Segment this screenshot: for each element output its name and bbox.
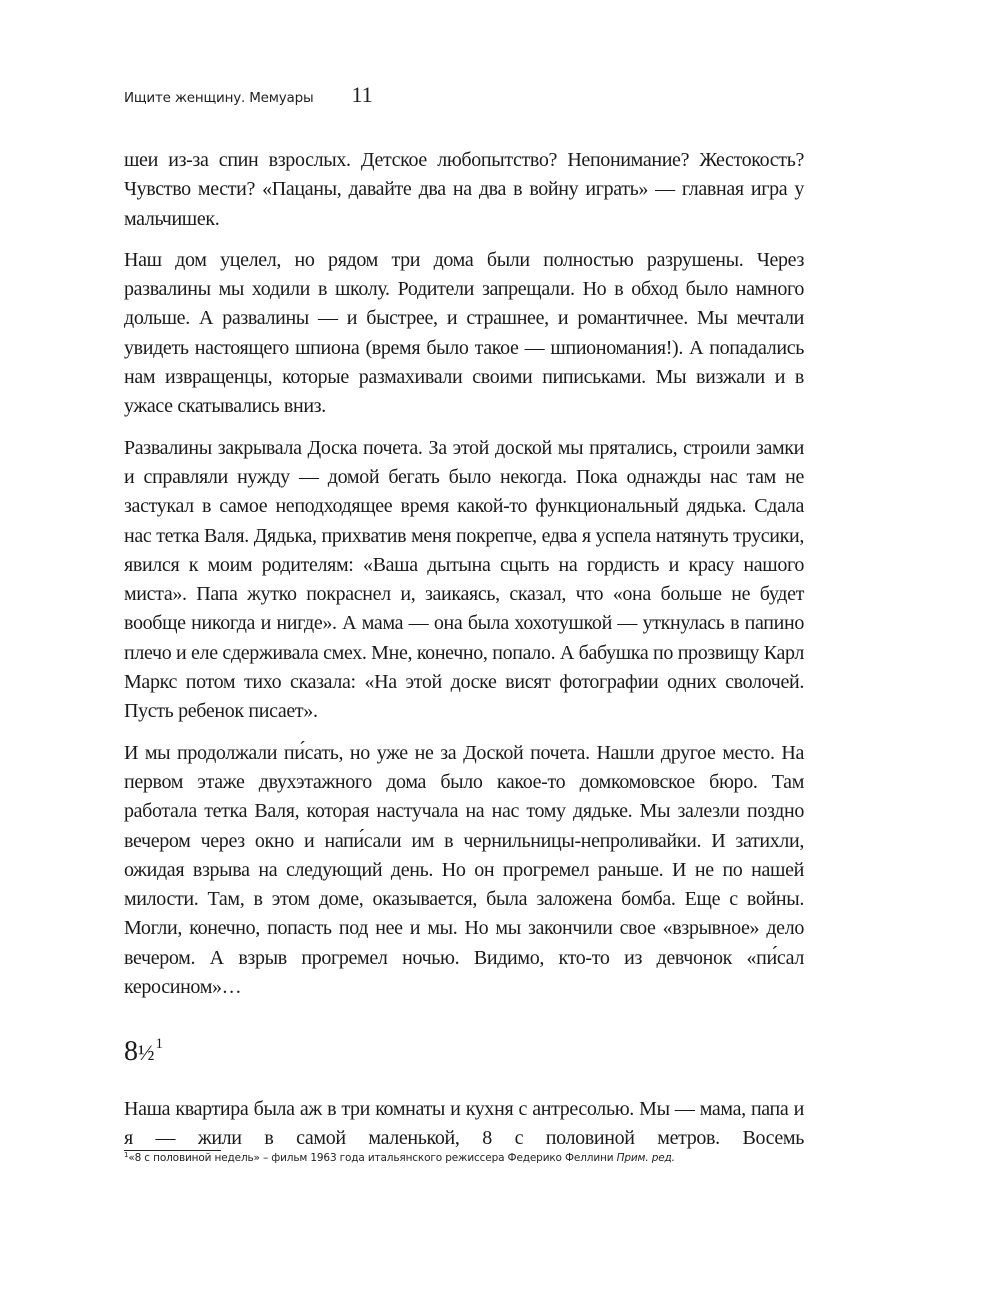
heading-fraction: ½	[138, 1040, 155, 1065]
body-text	[124, 146, 804, 1014]
section-heading	[124, 1036, 163, 1068]
section-body	[124, 1095, 804, 1154]
footnote	[124, 1151, 675, 1164]
paragraph: Развалины закрывала Доска почета. За этой доской мы прятались, строили замки и справляли нужду — домой бегать было некогда. Пока однажды нас там не застукал в самое неподходящее время какой-то функциональный дядька. Сдала нас тетка Валя. Дядька, прихватив меня покрепче, едва я успела натянуть трусики, явился к моим родителям: «Ваша дытына сцыть на гордисть и красу нашого миста». Папа жутко покраснел и, заикаясь, сказал, что «она больше не будет вообще никогда и нигде». А мама — она была хохотушкой — уткнулась в папино плечо и еле сдерживала смех. Мне, конечно, попало. А бабушка по прозвищу Карл Маркс потом тихо сказала: «На этой доске висят фотографии одних сволочей. Пусть ребенок писает».	[124, 436, 804, 723]
footnote-editor-note: Прим. ред.	[616, 1152, 675, 1164]
paragraph: шеи из-за спин взрослых. Детское любопытство? Непонимание? Жестокость? Чувство мести? «Пацаны, давайте два на два в войну играть» — главная игра у мальчишек.	[124, 149, 804, 230]
footnote-marker: 1	[124, 1151, 129, 1159]
footnote-reference[interactable]: 1	[155, 1036, 163, 1052]
running-head	[124, 82, 373, 108]
paragraph: Наш дом уцелел, но рядом три дома были полностью разрушены. Через развалины мы ходили в школу. Родители запрещали. Но в обход было намного дольше. А развалины — и быстрее, и страшнее, и романтичнее. Мы мечтали увидеть настоящего шпиона (время было такое — шпиономания!). А попадались нам извращенцы, которые размахивали своими пиписьками. Мы визжали и в ужасе скатывались вниз.	[124, 248, 804, 418]
footnote-text: «8 с половиной недель» – фильм 1963 года итальянского режиссера Федерико Феллини	[128, 1152, 617, 1164]
page-number: 11	[351, 82, 373, 107]
running-title: Ищите женщину. Мемуары	[124, 90, 314, 106]
paragraph: Наша квартира была аж в три комнаты и кухня с антресолью. Мы — мама, папа и я — жили в самой маленькой, 8 с половиной метров. Восемь	[124, 1098, 804, 1150]
paragraph: И мы продолжали пи́сать, но уже не за Доской почета. Нашли другое место. На первом этаже двухэтажного дома было какое-то домкомовское бюро. Там работала тетка Валя, которая настучала на нас тому дядьке. Мы залезли поздно вечером через окно и напи́сали им в чернильницы-непроливайки. И затихли, ожидая взрыва на следующий день. Но он прогремел раньше. И не по нашей милости. Там, в этом доме, оказывается, была заложена бомба. Еще с войны. Могли, конечно, попасть под нее и мы. Но мы закончили свое «взрывное» дело вечером. А взрыв прогремел ночью. Видимо, кто-то из девчонок «пи́сал керосином»…	[124, 741, 804, 999]
heading-number: 8	[124, 1036, 138, 1067]
